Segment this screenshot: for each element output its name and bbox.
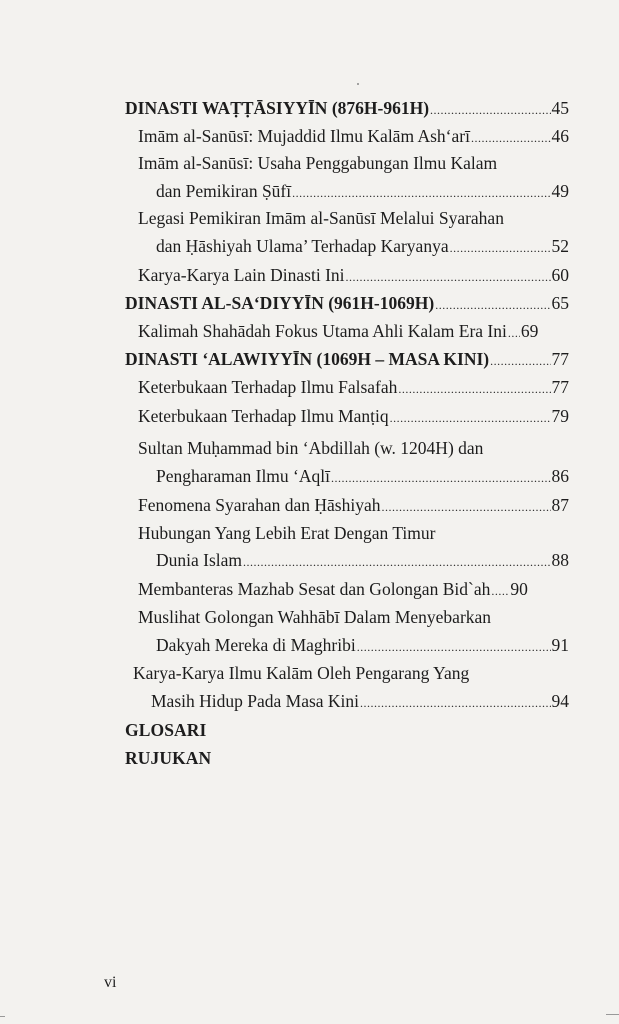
toc-entry-title: dan Ḥāshiyah Ulama’ Terhadap Karyanya	[156, 236, 449, 256]
toc-entry-membanteras[interactable]	[138, 578, 569, 602]
toc-entry-sultan-line1: Sultan Muḥammad bin ‘Abdillah (w. 1204H) dan	[138, 438, 484, 458]
crop-mark	[0, 1016, 5, 1017]
toc-entry-page: 90	[510, 579, 528, 599]
toc-entry-muslihat[interactable]	[156, 634, 569, 658]
toc-entry-title: DINASTI AL-SA‘DIYYĪN (961H-1069H)	[125, 293, 435, 313]
toc-entry-legasi[interactable]	[156, 235, 569, 259]
dot-leader	[382, 496, 551, 518]
toc-entry-kalimah[interactable]	[138, 320, 569, 344]
dot-leader	[331, 467, 551, 489]
toc-entry-title: Kalimah Shahādah Fokus Utama Ahli Kalam Era Ini	[138, 321, 507, 341]
toc-entry-page: 45	[551, 98, 569, 118]
toc-entry-alawiyyin[interactable]	[125, 348, 569, 372]
toc-entry-page: 77	[551, 349, 569, 369]
toc-entry-legasi-line1: Legasi Pemikiran Imām al-Sanūsī Melalui Syarahan	[138, 208, 504, 228]
dot-leader	[357, 636, 551, 658]
toc-entry-page: 79	[551, 406, 569, 426]
dot-leader	[430, 99, 550, 121]
dot-leader	[292, 182, 550, 204]
toc-entry-page: 91	[551, 635, 569, 655]
print-speck	[357, 83, 359, 85]
toc-entry-karya-lain[interactable]	[138, 264, 569, 288]
toc-entry-title: DINASTI WAṬṬĀSIYYĪN (876H-961H)	[125, 98, 430, 118]
toc-entry-title: Karya-Karya Lain Dinasti Ini	[138, 265, 345, 285]
toc-entry-page: 60	[551, 265, 569, 285]
toc-entry-title: Fenomena Syarahan dan Ḥāshiyah	[138, 495, 381, 515]
toc-entry-wattasiyyin[interactable]	[125, 97, 569, 121]
toc-entry-fenomena[interactable]	[138, 494, 569, 518]
crop-mark	[606, 1014, 619, 1015]
toc-entry-title: Membanteras Mazhab Sesat dan Golongan Bid`ah	[138, 579, 491, 599]
toc-entry-title: Dakyah Mereka di Maghribi	[156, 635, 356, 655]
toc-entry-page: 86	[551, 466, 569, 486]
toc-entry-mujaddid[interactable]	[138, 125, 569, 149]
toc-entry-muslihat-line1: Muslihat Golongan Wahhābī Dalam Menyebarkan	[138, 607, 492, 627]
dot-leader	[398, 378, 550, 400]
toc-entry-title: dan Pemikiran Ṣūfī	[156, 181, 292, 201]
toc-entry-page: 88	[551, 550, 569, 570]
toc-entry-sadiyyin[interactable]	[125, 292, 569, 316]
toc-entry-page: 77	[551, 377, 569, 397]
dot-leader	[243, 551, 550, 573]
toc-entry-hubungan[interactable]	[156, 549, 569, 573]
toc-entry-page: 65	[551, 293, 569, 313]
toc-entry-page: 49	[551, 181, 569, 201]
toc-entry-title: Pengharaman Ilmu ‘Aqlī	[156, 466, 330, 486]
toc-entry-title: Keterbukaan Terhadap Ilmu Manṭiq	[138, 406, 389, 426]
dot-leader	[450, 237, 551, 259]
toc-entry-karya-kalam-line1: Karya-Karya Ilmu Kalām Oleh Pengarang Yang	[133, 663, 470, 683]
dot-leader	[471, 127, 551, 149]
toc-entry-penggabungan-line1: Imām al-Sanūsī: Usaha Penggabungan Ilmu Kalam	[138, 153, 498, 173]
toc-entry-glosari[interactable]: GLOSARI	[125, 720, 207, 740]
dot-leader	[346, 266, 551, 288]
toc-entry-falsafah[interactable]	[138, 376, 569, 400]
toc-entry-title: DINASTI ‘ALAWIYYĪN (1069H – MASA KINI)	[125, 349, 490, 369]
toc-entry-page: 94	[551, 691, 569, 711]
dot-leader	[435, 294, 550, 316]
toc-entry-mantiq[interactable]	[138, 405, 569, 429]
dot-leader	[360, 692, 550, 714]
toc-entry-title: Keterbukaan Terhadap Ilmu Falsafah	[138, 377, 398, 397]
toc-entry-title: Dunia Islam	[156, 550, 243, 570]
toc-entry-title: Imām al-Sanūsī: Mujaddid Ilmu Kalām Ash‘arī	[138, 126, 470, 146]
toc-entry-karya-kalam[interactable]	[151, 690, 569, 714]
toc-entry-page: 46	[551, 126, 569, 146]
toc-entry-sultan[interactable]	[156, 465, 569, 489]
toc-entry-title: Masih Hidup Pada Masa Kini	[151, 691, 360, 711]
dot-leader	[491, 580, 509, 602]
toc-entry-penggabungan[interactable]	[156, 180, 569, 204]
toc-entry-page: 69	[520, 321, 539, 341]
toc-entry-rujukan[interactable]: RUJUKAN	[125, 748, 212, 768]
toc-entry-page: 87	[551, 495, 569, 515]
toc-entry-hubungan-line1: Hubungan Yang Lebih Erat Dengan Timur	[138, 523, 436, 543]
dot-leader	[508, 322, 520, 344]
page-number: vi	[104, 974, 117, 991]
dot-leader	[390, 407, 551, 429]
dot-leader	[490, 350, 550, 372]
toc-entry-page: 52	[551, 236, 569, 256]
